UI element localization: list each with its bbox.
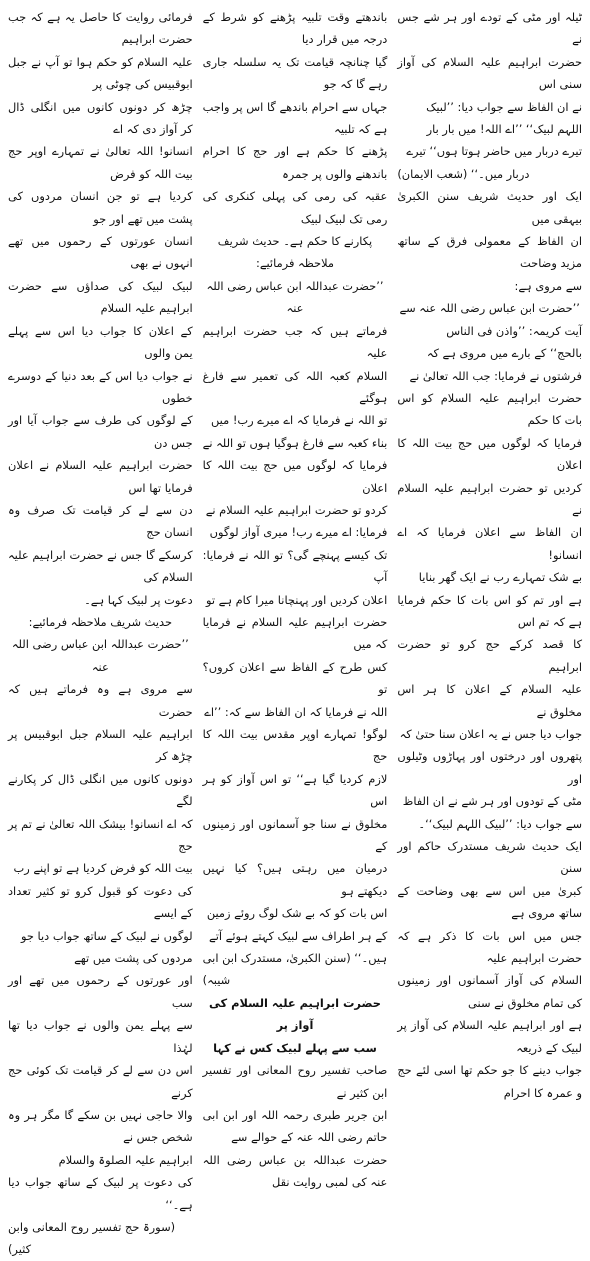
text-line: کردیں تو حضرت ابراہیم علیہ السلام نے xyxy=(397,480,582,517)
text-line: انسان عورتوں کے رحموں میں تھے انہوں نے بھی xyxy=(7,234,193,271)
text-line: جہاں سے احرام باندھے گا اس پر واجب ہے کہ تلبیہ xyxy=(202,99,388,137)
text-line: کی دعوت کو قبول کرو تو کثیر تعداد کے ایسے xyxy=(7,883,193,921)
text-line: ’’حضرت عبداللہ ابن عباس رضی اللہ عنہ xyxy=(11,637,189,674)
text-line: کے ہر اطراف سے لبیک کہتے ہوئے آتے xyxy=(209,928,388,943)
text-line: کا قصد کرکے حج کرو تو حضرت ابراہیم xyxy=(397,637,582,674)
text-line: السلام کعبہ اللہ کی تعمیر سے فارغ ہوگئے xyxy=(202,368,388,405)
text-line: سے مروی ہے وہ فرماتے ہیں کہ حضرت xyxy=(7,682,193,719)
text-line: عقبہ کی رمی کی پہلی کنکری کی رمی تک لبیک لبیک xyxy=(202,189,388,226)
text-line: نے جواب دیا اس کے بعد دنیا کے دوسرے خطوں xyxy=(7,368,193,405)
text-line: کی دعوت پر لبیک کے ساتھ جواب دیا ہے۔‘‘ xyxy=(7,1175,193,1212)
text-line: والا حاجی نہیں بن سکے گا مگر ہر وہ شخص جس نے xyxy=(7,1107,193,1145)
text-line: فرمایا: اے میرے رب! میری آواز لوگوں xyxy=(209,525,388,540)
text-line: کے اعلان کا جواب دیا اس سے پہلے یمن والوں xyxy=(7,323,193,361)
text-line: ہیں۔‘‘ (سنن الکبریٰ، مستدرک ابن ابی شیبہ) xyxy=(202,951,388,988)
text-line: فرماتے ہیں کہ جب حضرت ابراہیم علیہ xyxy=(202,323,388,361)
text-line: السلام کی آواز آسمانوں اور زمینوں کی تمام مخلوق نے سنی xyxy=(397,973,582,1010)
text-line: جواب دیا جس نے یہ اعلان سنا حتیٰ کہ xyxy=(399,727,582,741)
text-line: دونوں کانوں میں انگلی ڈال کر پکارنے لگے xyxy=(7,771,193,809)
text-line: جس میں اس بات کا ذکر ہے کہ حضرت ابراہیم علیہ xyxy=(397,928,582,966)
text-line: مخلوق نے سنا جو آسمانوں اور زمینوں کے xyxy=(202,816,388,854)
text-line: ایک حدیث شریف مستدرک حاکم اور سنن xyxy=(397,839,582,876)
text-line: دربار میں۔‘‘ (شعب الایمان) xyxy=(397,166,530,181)
text-line: ٹیلہ اور مٹی کے تودے اور ہر شے جس نے xyxy=(397,10,582,47)
text-line: کے لوگوں کی طرف سے جواب آیا اور جس دن xyxy=(7,413,193,450)
text-line: ’’حضرت عبداللہ ابن عباس رضی اللہ عنہ xyxy=(206,278,384,316)
text-line: پتھروں اور درختوں اور پہاڑوں وٹیلوں اور xyxy=(397,749,582,786)
text-line: دعوت پر لبیک کہا ہے۔ xyxy=(84,592,193,607)
text-line: علیہ السلام کو حکم ہوا تو آپ نے جبل ابوقبیس کی چوٹی پر xyxy=(7,54,193,92)
text-line: ہے اور ابراہیم علیہ السلام کی آواز پر لبیک کے ذریعہ xyxy=(397,1018,582,1055)
text-line: بناء کعبہ سے فارغ ہوگیا ہوں تو اللہ نے xyxy=(202,435,388,450)
text-line: کردیا ہے تو جن انسان مردوں کی پشت میں تھے اور جو xyxy=(7,189,193,226)
text-line: تیرے دربار میں حاضر ہوتا ہوں‘‘ تیرے xyxy=(406,144,582,159)
text-line: لوگو! تمہارے اوپر مقدس بیت اللہ کا حج xyxy=(202,727,388,764)
text-line: کس طرح کے الفاظ سے اعلان کروں؟ تو xyxy=(202,659,388,697)
text-line: حضرت عبداللہ بن عباس رضی اللہ عنہ کی لمبی روایت نقل xyxy=(202,1152,388,1190)
text-line: سے جواب دیا: ’’لبیک اللہم لبیک‘‘۔ xyxy=(418,816,582,831)
text-line: پڑھنے کا حکم ہے اور حج کا احرام باندھنے والوں پر جمرہ xyxy=(202,144,388,181)
text-line: ان الفاظ سے اعلان فرمایا کہ اے انسانو! xyxy=(397,525,582,562)
text-column-right xyxy=(397,6,582,1100)
text-line: لوگوں نے لبیک کے ساتھ جواب دیا جو xyxy=(20,928,193,943)
text-line: مٹی کے تودوں اور ہر شے نے ان الفاظ xyxy=(402,794,582,809)
text-line: علیہ السلام کے اعلان کا ہر اس مخلوق نے xyxy=(397,682,582,719)
text-line: حضرت ابراہیم علیہ السلام کی آواز پر xyxy=(209,995,381,1033)
text-line: کرسکے گا جس نے حضرت ابراہیم علیہ السلام کی xyxy=(7,547,193,585)
text-line: درمیان میں رہتی ہیں؟ کیا نہیں دیکھتے ہو xyxy=(202,861,388,898)
text-line: بالحج‘‘ کے بارے میں مروی ہے کہ xyxy=(426,346,582,361)
text-line: کہ اے انسانو! بیشک اللہ تعالیٰ نے تم پر حج xyxy=(7,816,193,854)
text-line: جواب دینے کا جو حکم تھا اسی لئے حج و عمرہ کا احرام xyxy=(397,1063,582,1100)
text-line: فرمایا کہ لوگوں میں حج بیت اللہ کا اعلان xyxy=(397,435,582,473)
text-line: حدیث شریف ملاحظہ فرمائیے: xyxy=(28,614,173,629)
text-line: ان الفاظ کے معمولی فرق کے ساتھ مزید وضاحت xyxy=(397,234,582,271)
text-line: فرمایا کہ لوگوں میں حج بیت اللہ کا اعلان xyxy=(202,458,388,495)
text-line: آیت کریمہ: ’’واذن فی الناس xyxy=(446,323,582,338)
text-line: صاحب تفسیر روح المعانی اور تفسیر ابن کثیر نے xyxy=(202,1063,388,1100)
text-line: بے شک تمہارے رب نے ایک گھر بنایا xyxy=(418,570,582,585)
text-line: ابراہیم علیہ السلام جبل ابوقبیس پر چڑھ کر xyxy=(7,727,193,764)
text-line: سب سے پہلے لبیک کس نے کہا xyxy=(213,1040,377,1055)
text-line: باندھتے وقت تلبیہ پڑھنے کو شرط کے درجہ میں قرار دیا xyxy=(202,10,388,47)
text-line: لازم کردیا گیا ہے‘‘ تو اس آواز کو ہر اس xyxy=(202,771,388,809)
text-line: نے ان الفاظ سے جواب دیا: ’’لبیک xyxy=(426,99,582,114)
text-line: فرمائی روایت کا حاصل یہ ہے کہ جب حضرت ابراہیم xyxy=(7,10,193,47)
text-line: پکارنے کا حکم ہے۔ حدیث شریف ملاحظہ فرمائیے: xyxy=(217,234,373,271)
text-line: سے مروی ہے: xyxy=(514,278,582,293)
text-line: اس دن سے لے کر قیامت تک کوئی حج کرنے xyxy=(7,1063,193,1100)
text-line: کردو تو حضرت ابراہیم علیہ السلام نے xyxy=(205,502,388,517)
text-line: (سورۃ حج تفسیر روح المعانی وابن کثیر) xyxy=(7,1219,176,1257)
text-line: تو اللہ نے فرمایا کہ اے میرے رب! میں xyxy=(211,413,388,428)
text-line: انسانو! اللہ تعالیٰ نے تمہارے اوپر حج بیت اللہ کو فرض xyxy=(7,144,193,181)
text-line: حضرت ابراہیم علیہ السلام کی آواز سنی اس xyxy=(397,54,582,92)
text-line: اس بات کو کہ بے شک لوگ روئے زمین xyxy=(206,906,388,921)
text-line: کبریٰ میں اس سے بھی وضاحت کے ساتھ مروی ہے xyxy=(397,883,582,921)
text-line: دن سے لے کر قیامت تک صرف وہ انسان حج xyxy=(7,502,193,540)
text-line: ایک اور حدیث شریف سنن الکبریٰ بیہقی میں xyxy=(397,189,582,226)
text-line: اللہم لبیک‘‘ ’’اے اللہ! میں بار بار xyxy=(426,122,582,137)
text-line: حضرت ابراہیم علیہ السلام کو اس بات کا حکم xyxy=(397,390,582,428)
text-line: اور عورتوں کے رحموں میں تھے اور سب xyxy=(7,973,193,1010)
text-line: بیت اللہ کو فرض کردیا ہے تو اپنے رب xyxy=(13,861,193,876)
text-line: اللہ نے فرمایا کہ ان الفاظ سے کہ: ’’اے xyxy=(204,704,388,719)
text-line: سے پہلے یمن والوں نے جواب دیا تھا لہٰذا xyxy=(7,1018,193,1055)
text-line: لبیک لبیک کی صداؤں سے حضرت ابراہیم علیہ السلام xyxy=(7,278,193,316)
text-line: فرشتوں نے فرمایا: جب اللہ تعالیٰ نے xyxy=(409,368,582,383)
text-line: ابن جریر طبری رحمہ اللہ اور ابن ابی حاتم رضی اللہ عنہ کے حوالے سے xyxy=(202,1107,388,1145)
text-line: چڑھ کر دونوں کانوں میں انگلی ڈال کر آواز دی کہ اے xyxy=(7,99,193,137)
text-line: گیا چنانچہ قیامت تک یہ سلسلہ جاری رہے گا کہ جو xyxy=(202,54,388,92)
text-line: تک کیسے پہنچے گی؟ تو اللہ نے فرمایا: آپ xyxy=(202,547,388,585)
text-column-middle xyxy=(202,6,388,1190)
text-line: حضرت ابراہیم علیہ السلام نے فرمایا کہ میں xyxy=(202,614,388,652)
text-line: حضرت ابراہیم علیہ السلام نے اعلان فرمایا تھا اس xyxy=(7,458,193,495)
text-line: ’’حضرت ابن عباس رضی اللہ عنہ سے xyxy=(399,301,580,316)
text-line: مردوں کی پشت میں تھے xyxy=(74,951,193,966)
text-line: اعلان کردیں اور پہنچانا میرا کام ہے تو xyxy=(205,592,388,607)
text-line: ہے اور تم کو اس بات کا حکم فرمایا ہے کہ تم اس xyxy=(397,592,582,629)
text-line: ابراہیم علیہ الصلوۃ والسلام xyxy=(58,1152,193,1167)
text-column-left xyxy=(7,6,193,1257)
